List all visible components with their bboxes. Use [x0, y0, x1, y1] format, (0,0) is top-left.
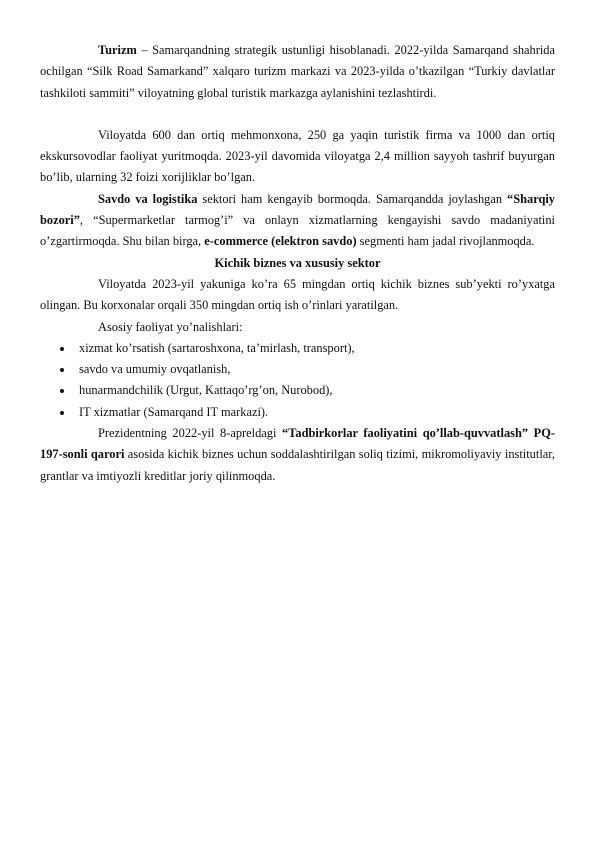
list-item-text: IT xizmatlar (Samarqand IT markazi).	[79, 404, 269, 419]
list-item	[40, 402, 555, 423]
list-item	[40, 338, 555, 359]
logistics-bold-ecommerce: e-commerce (elektron savdo)	[204, 234, 357, 249]
logistics-heading: Savdo va logistika	[98, 191, 198, 206]
section-title: Kichik biznes va xususiy sektor	[214, 255, 381, 270]
list-item-text: xizmat ko’rsatish (sartaroshxona, ta’mirlash, transport),	[79, 340, 355, 355]
list-item-text: hunarmandchilik (Urgut, Kattaqo’rg’on, Nurobod),	[79, 383, 333, 398]
bullet-icon	[60, 389, 64, 393]
hotels-paragraph: Viloyatda 600 dan ortiq mehmonxona, 250 ga yaqin turistik firma va 1000 dan ortiq ekskursovodlar faoliyat yuritmoqda. 2023-yil davomida viloyatga 2,4 million sayyoh tashrif buyurgan bo’lib, ularning 32 foizi xorijliklar bo’lgan.	[40, 127, 555, 185]
bullet-icon	[60, 411, 64, 415]
decree-text-2: asosida kichik biznes uchun soddalashtirilgan soliq tizimi, mikromoliyaviy institutlar, grantlar va imtiyozli kreditlar joriy qilinmoqda.	[40, 447, 555, 483]
decree-text-1: Prezidentning 2022-yil 8-apreldagi	[98, 426, 283, 441]
activities-intro: Asosiy faoliyat yo’nalishlari:	[98, 319, 243, 334]
tourism-text: – Samarqandning strategik ustunligi hisoblanadi. 2022-yilda Samarqand shahrida ochilgan “Silk Road Samarkand” xalqaro turizm markazi va 2023-yilda o’tkazilgan “Turkiy davlatlar tashkiloti sammiti” viloyatning global turistik markazga aylanishini tezlashtirdi.	[40, 43, 555, 100]
list-item	[40, 380, 555, 401]
activities-list	[40, 338, 555, 423]
small-business-intro: Viloyatda 2023-yil yakuniga ko’ra 65 mingdan ortiq kichik biznes sub’yekti ro’yxatga olingan. Bu korxonalar orqali 350 mingdan ortiq ish o’rinlari yaratilgan.	[40, 276, 555, 313]
decree-bold: “Tadbirkorlar faoliyatini qo’llab-quvvatlash” PQ-197-sonli qarori	[40, 426, 555, 462]
bullet-icon	[60, 368, 64, 372]
tourism-paragraph	[40, 40, 555, 104]
list-item	[40, 359, 555, 380]
logistics-text-2: , “Supermarketlar tarmog’i” va onlayn xizmatlarning kengayishi savdo madaniyatini o’zgartirmoqda. Shu bilan birga,	[40, 213, 555, 249]
logistics-bold-market: “Sharqiy bozori”	[40, 191, 555, 228]
bullet-icon	[60, 347, 64, 351]
list-item-text: savdo va umumiy ovqatlanish,	[79, 362, 231, 377]
logistics-paragraph	[40, 189, 555, 253]
logistics-text-1: sektori ham kengayib bormoqda. Samarqandda joylashgan	[197, 191, 508, 206]
paragraph-gap	[40, 104, 555, 125]
tourism-heading: Turizm	[98, 43, 137, 57]
document-page	[40, 40, 555, 487]
decree-paragraph	[40, 423, 555, 487]
logistics-text-3: segmenti ham jadal rivojlanmoqda.	[356, 234, 535, 249]
